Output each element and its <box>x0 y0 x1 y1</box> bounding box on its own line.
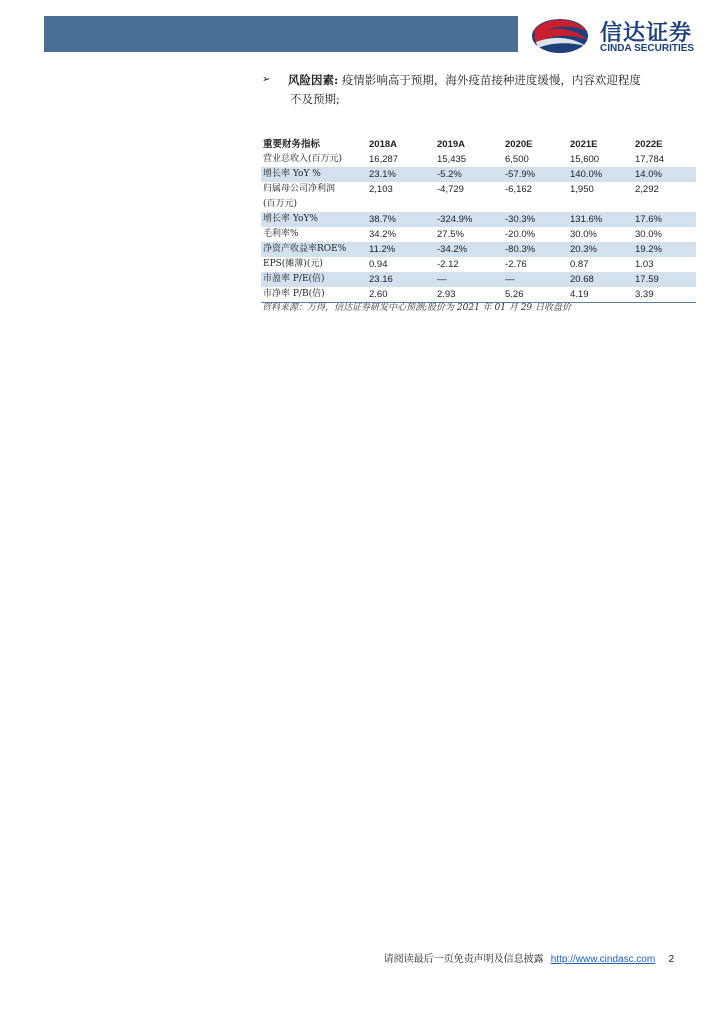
table-cell: 34.2% <box>369 229 396 240</box>
row-label: 营业总收入(百万元) <box>263 154 343 164</box>
table-cell: 2,292 <box>635 184 659 195</box>
footer-disclaimer: 请阅读最后一页免责声明及信息披露 <box>383 954 544 965</box>
table-row <box>261 182 696 197</box>
table-cell <box>503 197 568 212</box>
table-cell: 3.39 <box>633 287 696 303</box>
logo-chinese-name: 信达证券 <box>600 21 693 46</box>
table-cell: -2.12 <box>437 259 459 270</box>
table-header-row <box>261 136 696 152</box>
table-cell: 23.16 <box>367 272 435 287</box>
risk-line-1 <box>288 70 641 90</box>
table-cell: — <box>435 272 503 287</box>
table-cell: 19.2% <box>633 242 696 257</box>
table-cell: 14.0% <box>633 167 696 182</box>
risk-text-2: 不及预期; <box>290 92 340 106</box>
table-cell: 30.0% <box>570 229 597 240</box>
risk-label: 风险因素: <box>288 73 339 87</box>
table-row <box>261 212 696 227</box>
page-number: 2 <box>668 954 674 965</box>
table-cell: -4,729 <box>437 184 464 195</box>
financial-indicators-table <box>261 136 696 303</box>
source-note: 资料来源：万得，信达证券研发中心预测;股价为 2021 年 01 月 29 日收盘价 <box>262 303 572 313</box>
row-label: 净资产收益率ROE% <box>261 242 367 257</box>
table-cell: 30.0% <box>635 229 662 240</box>
table-cell: 2,103 <box>369 184 393 195</box>
row-label: 增长率 YoY % <box>261 167 367 182</box>
table-cell: 6,500 <box>505 154 529 165</box>
table-cell: 11.2% <box>367 242 435 257</box>
table-header-cell: 重要财务指标 <box>263 138 321 150</box>
table-cell: 27.5% <box>437 229 464 240</box>
cinda-logo <box>528 14 708 58</box>
cinda-logo-mark-icon <box>528 14 592 58</box>
table-cell: 20.3% <box>568 242 633 257</box>
table-cell: -34.2% <box>435 242 503 257</box>
table-cell: 0.87 <box>570 259 589 270</box>
table-cell: -324.9% <box>435 212 503 227</box>
table-cell <box>367 197 435 212</box>
table-header-cell: 2021E <box>570 138 598 150</box>
table-cell: 131.6% <box>568 212 633 227</box>
table-cell: -57.9% <box>503 167 568 182</box>
table-header-cell: 2022E <box>635 138 663 150</box>
table-cell: 15,435 <box>437 154 467 165</box>
table-cell: -80.3% <box>503 242 568 257</box>
table-cell: 15,600 <box>570 154 600 165</box>
table-cell: -30.3% <box>503 212 568 227</box>
table-cell: 17.6% <box>633 212 696 227</box>
logo-english-name: CINDA SECURITIES <box>600 43 695 54</box>
row-label: 毛利率% <box>263 229 299 239</box>
table-header-cell: 2020E <box>505 138 533 150</box>
row-label: 增长率 YoY% <box>261 212 367 227</box>
table-cell: 20.68 <box>568 272 633 287</box>
table-row <box>261 167 696 182</box>
table-row <box>261 257 696 272</box>
table-cell: 140.0% <box>568 167 633 182</box>
table-row <box>261 272 696 287</box>
row-label: 归属母公司净利润 <box>263 184 336 194</box>
table-cell: 16,287 <box>369 154 399 165</box>
table-cell: 4.19 <box>568 287 633 303</box>
row-label: EPS(摊薄)(元) <box>263 259 323 269</box>
page-footer <box>384 950 674 965</box>
header-bar <box>44 16 518 52</box>
row-label: 市净率 P/B(倍) <box>261 287 367 303</box>
row-label: 市盈率 P/E(倍) <box>261 272 367 287</box>
table-cell: 38.7% <box>367 212 435 227</box>
table-cell: 2.60 <box>367 287 435 303</box>
table-cell: 17.59 <box>633 272 696 287</box>
table-cell <box>435 197 503 212</box>
table-row <box>261 227 696 242</box>
table-cell: 2.93 <box>435 287 503 303</box>
risk-text-1: 疫情影响高于预期，海外疫苗接种进度缓慢，内容欢迎程度 <box>341 73 641 87</box>
table-cell <box>633 197 696 212</box>
table-cell: -2.76 <box>505 259 527 270</box>
table-row <box>261 152 696 167</box>
bullet-arrow-icon: ➢ <box>262 74 271 85</box>
table-cell: 17,784 <box>635 154 665 165</box>
row-label: (百万元) <box>263 199 298 209</box>
table-cell: -5.2% <box>435 167 503 182</box>
table-cell: 23.1% <box>367 167 435 182</box>
table-cell: — <box>503 272 568 287</box>
table-header-cell: 2019A <box>437 138 465 150</box>
table-cell: 1,950 <box>570 184 594 195</box>
table-cell: -20.0% <box>505 229 536 240</box>
table-cell: 5.26 <box>503 287 568 303</box>
table-row <box>261 242 696 257</box>
table-cell <box>568 197 633 212</box>
table-cell: 1.03 <box>635 259 654 270</box>
footer-website-link[interactable]: http://www.cindasc.com <box>550 954 656 965</box>
table-cell: 0.94 <box>369 259 388 270</box>
table-row <box>261 197 696 212</box>
table-header-cell: 2018A <box>369 138 397 150</box>
table-cell: -6,162 <box>505 184 532 195</box>
